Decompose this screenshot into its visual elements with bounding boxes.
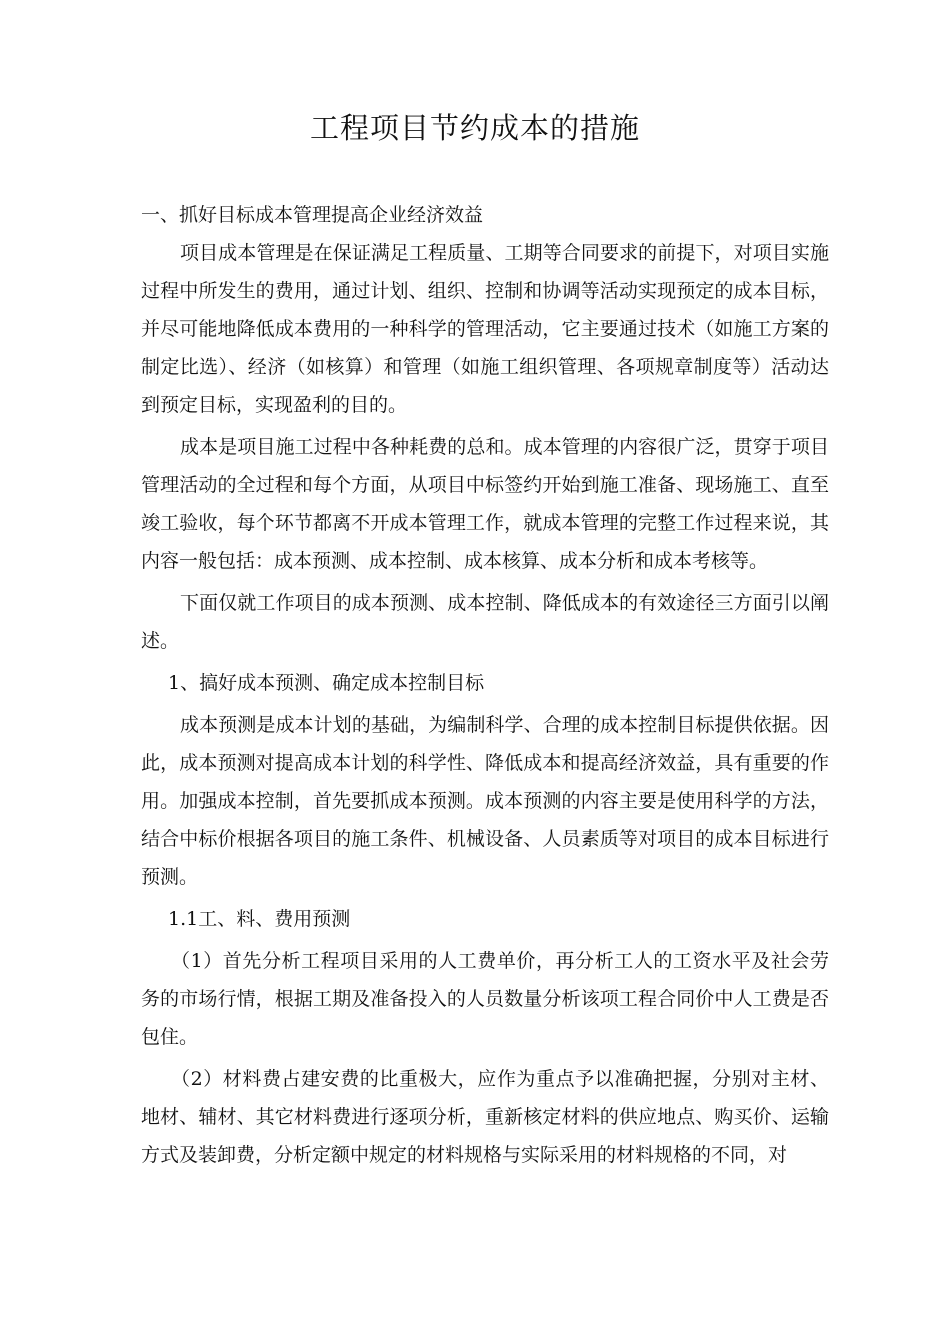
subsection-heading: 1.1工、料、费用预测 bbox=[168, 908, 351, 930]
paragraph: 成本是项目施工过程中各种耗费的总和。成本管理的内容很广泛，贯穿于项目管理活动的全过程和每个方面，从项目中标签约开始到施工准备、现场施工、直至竣工验收，每个环节都离不开成本管理工作，就成本管理的完整工作过程来说，其内容一般包括：成本预测、成本控制、成本核算、成本分析和成本考核等。 bbox=[141, 436, 829, 572]
paragraph: 项目成本管理是在保证满足工程质量、工期等合同要求的前提下，对项目实施过程中所发生的费用，通过计划、组织、控制和协调等活动实现预定的成本目标，并尽可能地降低成本费用的一种科学的管理活动，它主要通过技术（如施工方案的制定比选）、经济（如核算）和管理（如施工组织管理、各项规章制度等）活动达到预定目标，实现盈利的目的。 bbox=[141, 242, 829, 416]
paragraph: 成本预测是成本计划的基础，为编制科学、合理的成本控制目标提供依据。因此，成本预测对提高成本计划的科学性、降低成本和提高经济效益，具有重要的作用。加强成本控制，首先要抓成本预测。成本预测的内容主要是使用科学的方法，结合中标价根据各项目的施工条件、机械设备、人员素质等对项目的成本目标进行预测。 bbox=[141, 714, 829, 888]
document-body bbox=[141, 196, 829, 1174]
paragraph: （1）首先分析工程项目采用的人工费单价，再分析工人的工资水平及社会劳务的市场行情，根据工期及准备投入的人员数量分析该项工程合同价中人工费是否包住。 bbox=[141, 950, 829, 1048]
paragraph: （2）材料费占建安费的比重极大，应作为重点予以准确把握，分别对主材、地材、辅材、其它材料费进行逐项分析，重新核定材料的供应地点、购买价、运输方式及装卸费，分析定额中规定的材料规格与实际采用的材料规格的不同，对 bbox=[141, 1068, 829, 1166]
document-title: 工程项目节约成本的措施 bbox=[309, 111, 640, 145]
paragraph: 下面仅就工作项目的成本预测、成本控制、降低成本的有效途径三方面引以阐述。 bbox=[141, 592, 829, 652]
subsection-heading: 1、搞好成本预测、确定成本控制目标 bbox=[168, 672, 485, 694]
section-heading: 一、抓好目标成本管理提高企业经济效益 bbox=[141, 204, 484, 226]
